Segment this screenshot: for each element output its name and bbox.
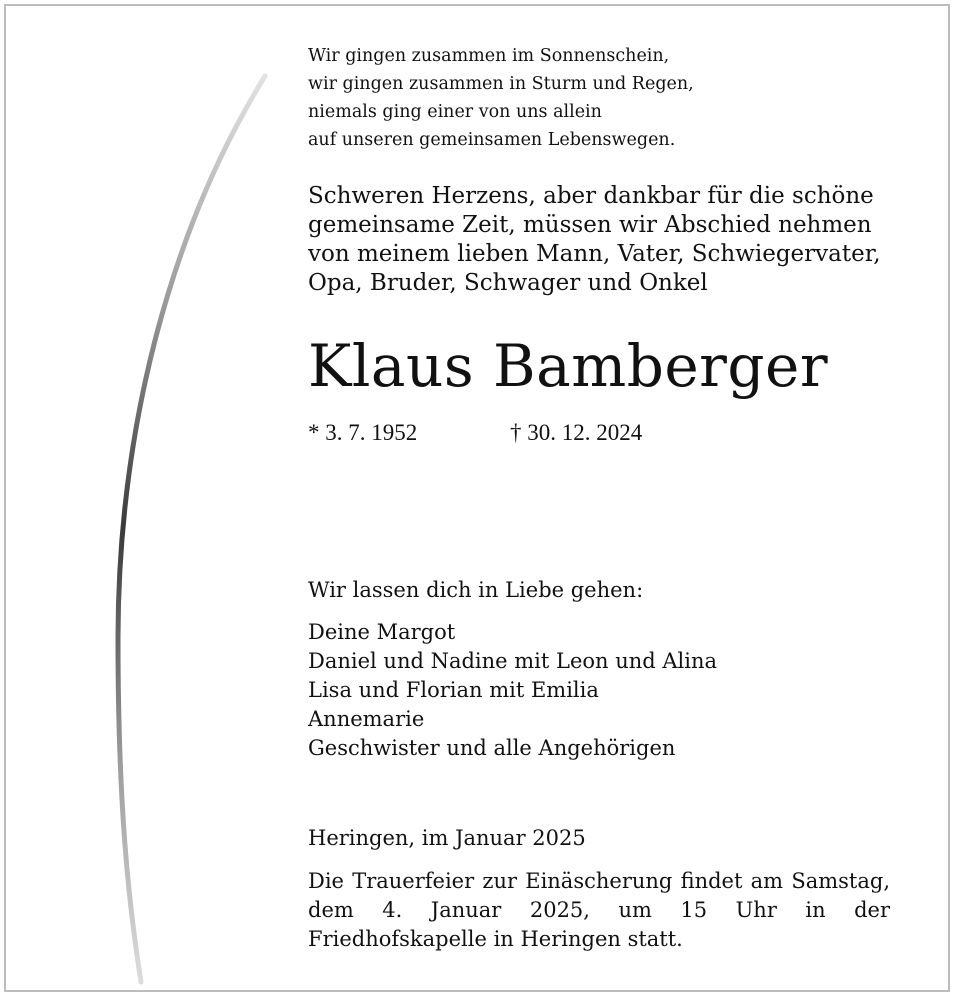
- life-dates: [308, 418, 890, 448]
- mourner-name: Daniel und Nadine mit Leon und Alina: [308, 649, 718, 673]
- mourners-lead: Wir lassen dich in Liebe gehen:: [308, 578, 644, 602]
- mourner-name: Annemarie: [308, 707, 425, 731]
- poem-line: niemals ging einer von uns allein: [308, 102, 602, 122]
- mourner-name: Geschwister und alle Angehörigen: [308, 736, 676, 760]
- cross-vertical-stroke: [118, 76, 265, 982]
- mourner-name: Deine Margot: [308, 620, 456, 644]
- poem: [308, 42, 890, 154]
- deceased-name: Klaus Bamberger: [308, 332, 829, 400]
- intro-line: von meinem lieben Mann, Vater, Schwiegervater,: [308, 241, 881, 267]
- place-date: Heringen, im Januar 2025: [308, 826, 586, 850]
- mourner-name: Lisa und Florian mit Emilia: [308, 678, 599, 702]
- poem-line: wir gingen zusammen in Sturm und Regen,: [308, 74, 694, 94]
- intro-text: [308, 182, 890, 298]
- intro-line: gemeinsame Zeit, müssen wir Abschied nehmen: [308, 212, 872, 238]
- intro-line: Opa, Bruder, Schwager und Onkel: [308, 270, 708, 296]
- service-notice: Die Trauerfeier zur Einäscherung findet am Samstag, dem 4. Januar 2025, um 15 Uhr in der Friedhofskapelle in Heringen statt.: [308, 869, 890, 951]
- death-date: † 30. 12. 2024: [510, 420, 643, 445]
- intro-line: Schweren Herzens, aber dankbar für die schöne: [308, 183, 874, 209]
- birth-date: * 3. 7. 1952: [308, 420, 418, 445]
- poem-line: auf unseren gemeinsamen Lebenswegen.: [308, 130, 676, 150]
- poem-line: Wir gingen zusammen im Sonnenschein,: [308, 46, 670, 66]
- mourners-list: [308, 618, 890, 763]
